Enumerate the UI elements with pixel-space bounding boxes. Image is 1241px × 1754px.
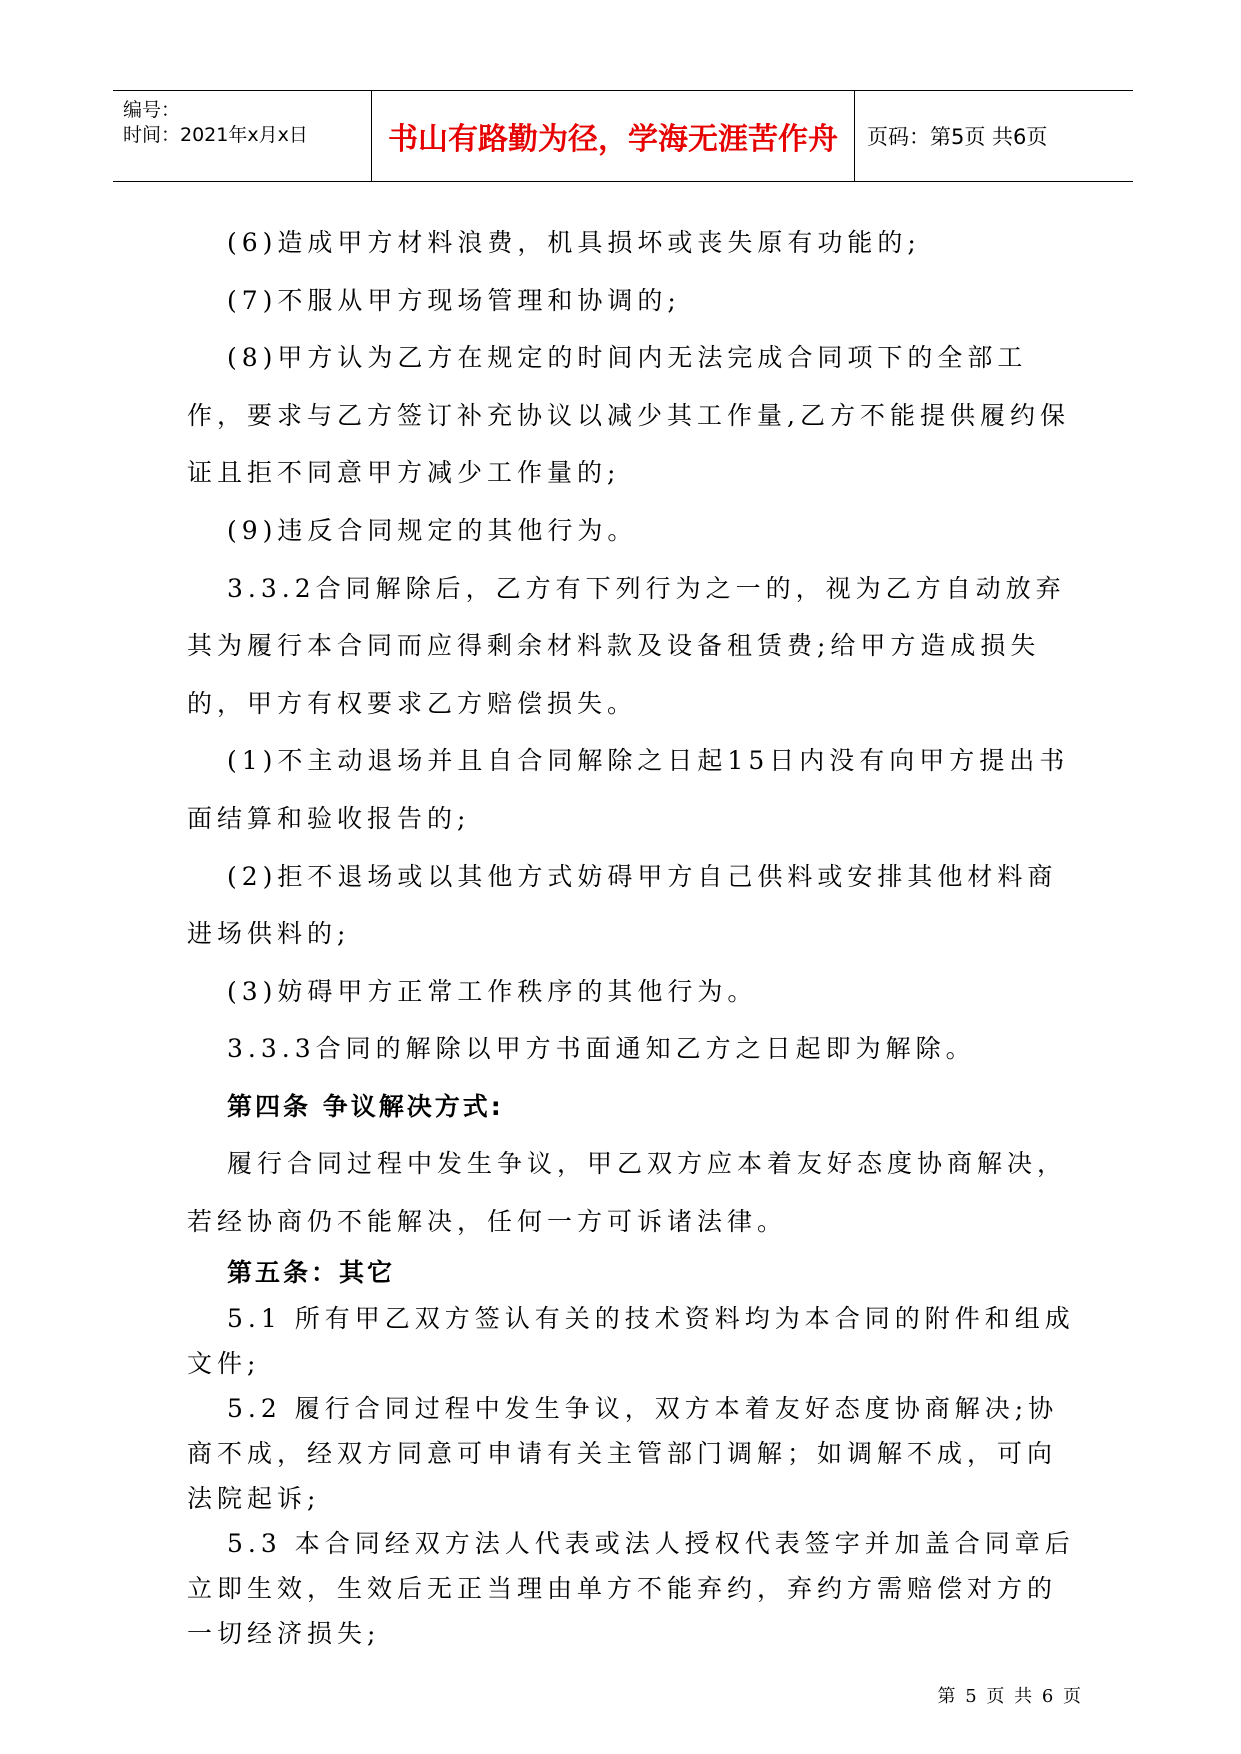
- paragraph: 3.3.2合同解除后，乙方有下列行为之一的，视为乙方自动放弃其为履行本合同而应得剩余材料款及设备租赁费;给甲方造成损失的，甲方有权要求乙方赔偿损失。: [187, 573, 1066, 718]
- section-4-text: 履行合同过程中发生争议，甲乙双方应本着友好态度协商解决，若经协商仍不能解决，任何一方可诉诸法律。: [187, 1148, 1068, 1236]
- paragraph: (3)妨碍甲方正常工作秩序的其他行为。: [227, 976, 758, 1006]
- header-motto: 书山有路勤为径，学海无涯苦作舟: [371, 91, 855, 181]
- header-left-cell: [113, 91, 371, 181]
- section-4-heading: 第四条 争议解决方式:: [227, 1091, 504, 1121]
- page-footer: 第 5 页 共 6 页: [937, 1686, 1083, 1707]
- paragraph: (9)违反合同规定的其他行为。: [227, 515, 638, 545]
- paragraph: (1)不主动退场并且自合同解除之日起15日内没有向甲方提出书面结算和验收报告的;: [187, 746, 1070, 833]
- document-body: [187, 214, 1080, 1656]
- paragraph: (8)甲方认为乙方在规定的时间内无法完成合同项下的全部工作，要求与乙方签订补充协议以减少其工作量,乙方不能提供履约保证且拒不同意甲方减少工作量的;: [187, 343, 1070, 488]
- section-5-item: 5.2 履行合同过程中发生争议，双方本着友好态度协商解决;协商不成，经双方同意可申请有关主管部门调解；如调解不成，可向法院起诉;: [187, 1394, 1059, 1514]
- section-5-heading: 第五条：其它: [227, 1258, 396, 1288]
- paragraph: 3.3.3合同的解除以甲方书面通知乙方之日起即为解除。: [227, 1034, 976, 1064]
- paragraph: (7)不服从甲方现场管理和协调的;: [227, 285, 681, 315]
- section-5-item: 5.3 本合同经双方法人代表或法人授权代表签字并加盖合同章后立即生效，生效后无正当理由单方不能弃约，弃约方需赔偿对方的一切经济损失;: [187, 1529, 1075, 1649]
- document-date-label: 时间：2021年x月x日: [123, 124, 308, 146]
- paragraph: (6)造成甲方材料浪费，机具损坏或丧失原有功能的;: [227, 228, 921, 257]
- paragraph: (2)拒不退场或以其他方式妨碍甲方自己供料或安排其他材料商进场供料的;: [187, 861, 1058, 949]
- page-header: [113, 90, 1133, 182]
- section-5-item: 5.1 所有甲乙双方签认有关的技术资料均为本合同的附件和组成文件;: [187, 1304, 1075, 1379]
- document-number-label: 编号：: [123, 99, 181, 121]
- header-page-info: 页码：第5页 共6页: [867, 125, 1048, 149]
